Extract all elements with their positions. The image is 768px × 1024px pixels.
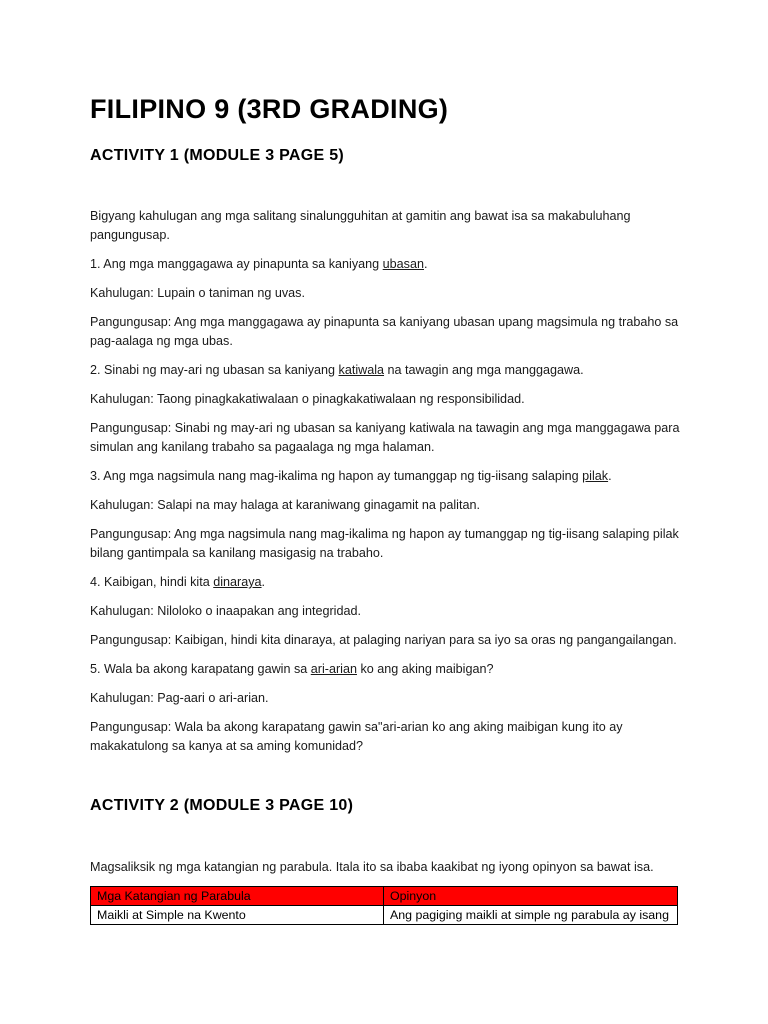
item-5-pangungusap: Pangungusap: Wala ba akong karapatang gawin sa"ari-arian ko ang aking maibigan kung ito ay makakatulong sa kanya at sa aming komunidad? [90,720,623,753]
item-1-pangungusap: Pangungusap: Ang mga manggagawa ay pinapunta sa kaniyang ubasan upang magsimula ng trabaho sa pag-aalaga ng mga ubas. [90,315,679,348]
table-header-katangian: Mga Katangian ng Parabula [91,887,384,906]
item-4-sentence: 4. Kaibigan, hindi kita dinaraya. [90,575,266,589]
table-cell-katangian: Maikli at Simple na Kwento [91,906,384,925]
item-5-sentence: 5. Wala ba akong karapatang gawin sa ari-arian ko ang aking maibigan? [90,662,494,676]
table-cell-opinyon: Ang pagiging maikli at simple ng parabula ay isang [384,906,678,925]
item-1-kahulugan: Kahulugan: Lupain o taniman ng uvas. [90,286,305,300]
activity-1-heading: ACTIVITY 1 (MODULE 3 PAGE 5) [90,147,345,164]
item-5-kahulugan: Kahulugan: Pag-aari o ari-arian. [90,691,269,705]
item-2-sentence: 2. Sinabi ng may-ari ng ubasan sa kaniyang katiwala na tawagin ang mga manggagawa. [90,363,584,377]
item-3-underlined-word: pilak [582,469,609,483]
item-2-underlined-word: katiwala [338,363,385,377]
item-5-underlined-word: ari-arian [310,662,357,676]
table-row [91,906,678,925]
item-4-kahulugan: Kahulugan: Niloloko o inaapakan ang integridad. [90,604,361,618]
item-3-pangungusap: Pangungusap: Ang mga nagsimula nang mag-ikalima ng hapon ay tumanggap ng tig-iisang salaping pilak bilang gantimpala sa kanilang masigasig na trabaho. [90,527,679,560]
activity-1-instruction: Bigyang kahulugan ang mga salitang sinalungguhitan at gamitin ang bawat isa sa makabuluhang pangungusap. [90,209,631,242]
document-title: FILIPINO 9 (3RD GRADING) [90,94,449,124]
activity-2-instruction: Magsaliksik ng mga katangian ng parabula. Itala ito sa ibaba kaakibat ng iyong opinyon sa bawat isa. [90,860,654,874]
item-4-pangungusap: Pangungusap: Kaibigan, hindi kita dinaraya, at palaging nariyan para sa iyo sa oras ng pangangailangan. [90,633,677,647]
item-2-pangungusap: Pangungusap: Sinabi ng may-ari ng ubasan sa kaniyang katiwala na tawagin ang mga manggagawa para simulan ang kanilang trabaho sa pagaalaga ng mga halaman. [90,421,680,454]
item-4-underlined-word: dinaraya [213,575,262,589]
item-3-kahulugan: Kahulugan: Salapi na may halaga at karaniwang ginagamit na palitan. [90,498,480,512]
item-1-underlined-word: ubasan [382,257,424,271]
table-header-row [91,887,678,906]
item-2-kahulugan: Kahulugan: Taong pinagkakatiwalaan o pinagkakatiwalaan ng responsibilidad. [90,392,525,406]
item-1-sentence: 1. Ang mga manggagawa ay pinapunta sa kaniyang ubasan. [90,257,428,271]
table-header-opinyon: Opinyon [384,887,678,906]
item-3-sentence: 3. Ang mga nagsimula nang mag-ikalima ng hapon ay tumanggap ng tig-iisang salaping pilak. [90,469,612,483]
parable-table [90,886,678,925]
activity-2-heading: ACTIVITY 2 (MODULE 3 PAGE 10) [90,797,354,814]
